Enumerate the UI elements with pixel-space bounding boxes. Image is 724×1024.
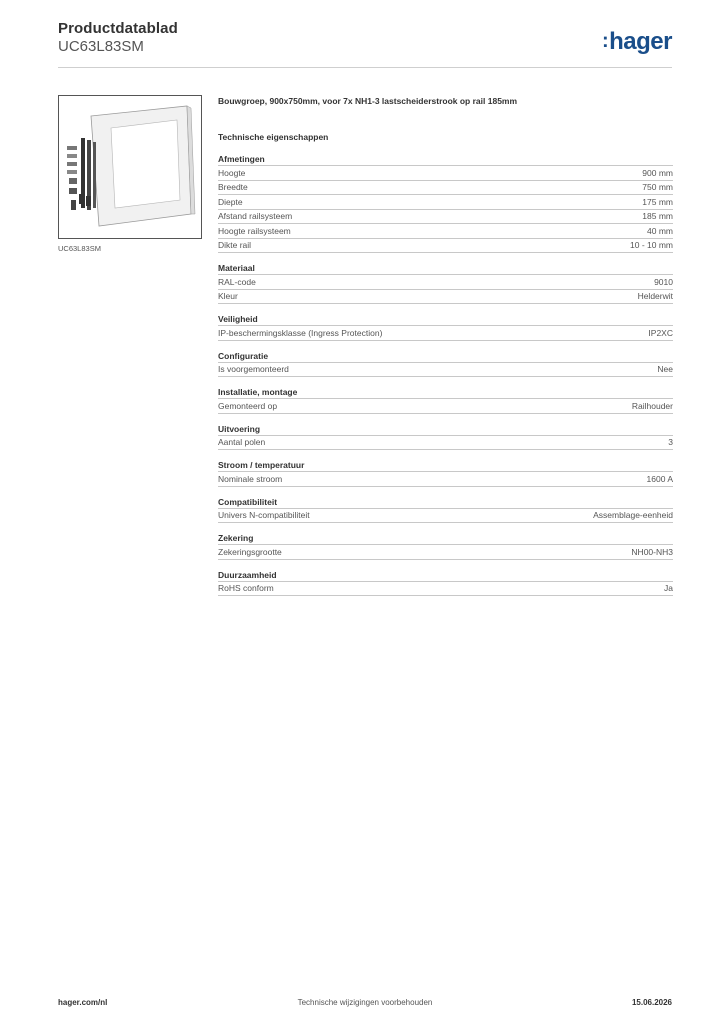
property-value: 185 mm [642, 211, 673, 222]
property-label: Breedte [218, 182, 248, 193]
property-row [218, 195, 673, 210]
property-label: Hoogte [218, 167, 246, 178]
section-title: Uitvoering [218, 424, 673, 436]
product-description: Bouwgroep, 900x750mm, voor 7x NH1-3 lastscheiderstrook op rail 185mm [218, 96, 518, 106]
property-label: RAL-code [218, 276, 256, 287]
footer-date: 15.06.2026 [631, 998, 672, 1007]
section-title: Veiligheid [218, 314, 673, 326]
hager-logo [602, 28, 672, 56]
section-title: Afmetingen [218, 154, 673, 166]
property-row [218, 290, 673, 305]
section-title: Zekering [218, 533, 673, 545]
property-row [218, 399, 673, 414]
section-title: Compatibiliteit [218, 497, 673, 509]
properties-section [218, 497, 673, 524]
property-value: 3 [668, 437, 673, 448]
properties-section [218, 387, 673, 414]
property-row [218, 363, 673, 378]
property-value: Nee [657, 364, 673, 375]
property-label: Hoogte railsysteem [218, 225, 291, 236]
section-title: Duurzaamheid [218, 570, 673, 582]
properties-section [218, 154, 673, 253]
property-row [218, 275, 673, 290]
product-image [58, 95, 202, 239]
property-label: RoHS conform [218, 583, 274, 594]
product-content [218, 96, 673, 606]
property-row [218, 166, 673, 181]
property-value: 10 - 10 mm [630, 240, 673, 251]
property-label: Kleur [218, 291, 238, 302]
property-row [218, 181, 673, 196]
footer-disclaimer: Technische wijzigingen voorbehouden [297, 998, 433, 1007]
property-value: 175 mm [642, 196, 673, 207]
property-row [218, 224, 673, 239]
property-value: Assemblage-eenheid [593, 510, 673, 521]
property-label: Univers N-compatibiliteit [218, 510, 310, 521]
properties-section [218, 460, 673, 487]
properties-section [218, 263, 673, 304]
property-value: 900 mm [642, 167, 673, 178]
property-row [218, 210, 673, 225]
section-title: Installatie, montage [218, 387, 673, 399]
property-row [218, 436, 673, 451]
logo-text: hager [609, 28, 672, 55]
properties-section [218, 533, 673, 560]
property-value: Helderwit [637, 291, 673, 302]
property-row [218, 239, 673, 254]
property-value: NH00-NH3 [631, 546, 673, 557]
property-label: Nominale stroom [218, 473, 283, 484]
section-title: Materiaal [218, 263, 673, 275]
property-label: Aantal polen [218, 437, 266, 448]
property-value: 40 mm [647, 225, 673, 236]
property-label: Diepte [218, 196, 243, 207]
property-label: Gemonteerd op [218, 400, 278, 411]
property-row [218, 545, 673, 560]
properties-sections [218, 154, 673, 596]
header-divider [58, 67, 672, 68]
product-code: UC63L83SM [58, 38, 144, 55]
property-value: Ja [664, 583, 673, 594]
document-title: Productdatablad [58, 20, 178, 37]
section-title: Stroom / temperatuur [218, 460, 673, 472]
properties-section [218, 351, 673, 378]
property-value: Railhouder [631, 400, 673, 411]
property-label: Is voorgemonteerd [218, 364, 289, 375]
property-row [218, 509, 673, 524]
property-value: 1600 A [646, 473, 673, 484]
technical-properties-title: Technische eigenschappen [218, 132, 329, 142]
section-title: Configuratie [218, 351, 673, 363]
properties-section [218, 424, 673, 451]
property-value: 9010 [654, 276, 673, 287]
properties-section [218, 570, 673, 597]
product-illustration-icon [59, 96, 202, 239]
property-value: IP2XC [648, 327, 673, 338]
footer-website: hager.com/nl [58, 998, 108, 1007]
document-header [58, 20, 178, 55]
property-row [218, 326, 673, 341]
property-row [218, 582, 673, 597]
property-row [218, 472, 673, 487]
property-label: Zekeringsgrootte [218, 546, 282, 557]
property-label: Dikte rail [218, 240, 252, 251]
logo-colon-icon: : [601, 30, 609, 52]
property-label: IP-beschermingsklasse (Ingress Protection) [218, 327, 383, 338]
properties-section [218, 314, 673, 341]
property-value: 750 mm [642, 182, 673, 193]
image-caption: UC63L83SM [58, 244, 101, 253]
property-label: Afstand railsysteem [218, 211, 293, 222]
